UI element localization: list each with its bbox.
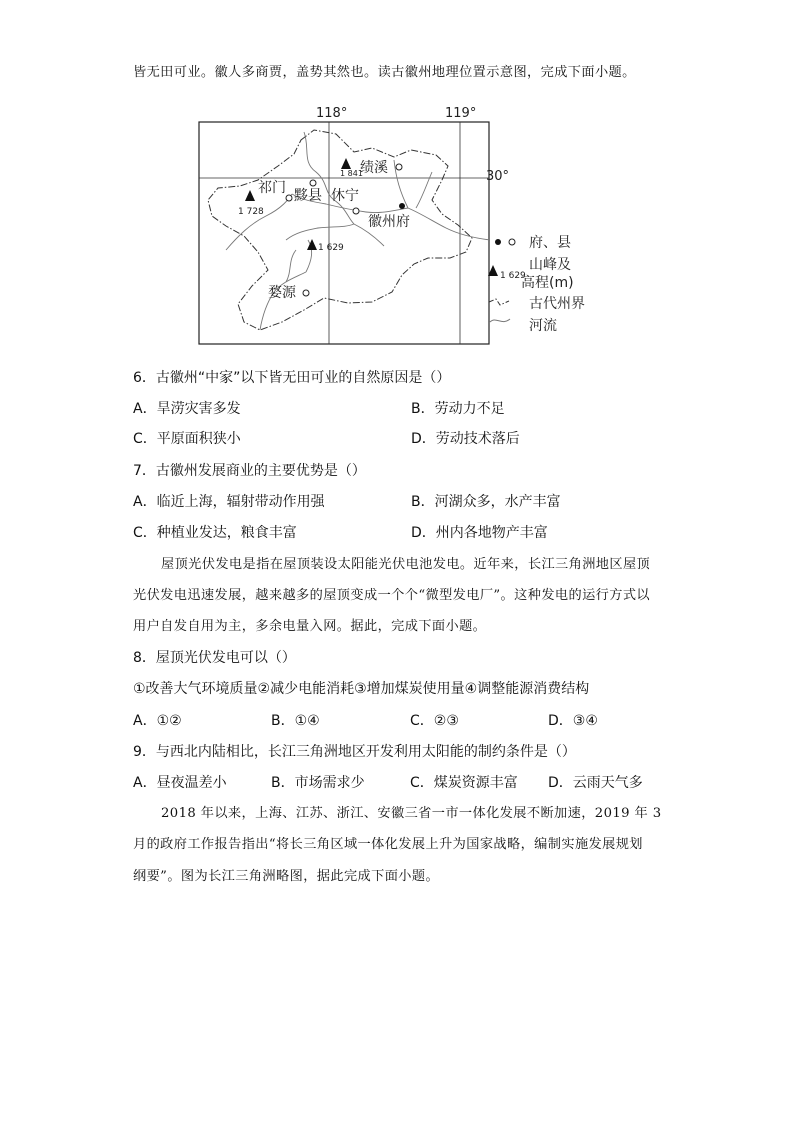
question-8-option-a[interactable]: A．①② — [133, 713, 182, 729]
question-8-option-b[interactable]: B．①④ — [271, 713, 320, 729]
passage-3-line-1: 2018 年以来，上海、江苏、浙江、安徽三省一市一体化发展不断加速，2019 年 3 — [161, 806, 662, 821]
peak-2-elev: 1 728 — [238, 207, 264, 217]
question-7-option-b[interactable]: B．河湖众多，水产丰富 — [411, 494, 561, 510]
peak-1-elev: 1 841 — [340, 169, 363, 178]
legend-river: 河流 — [529, 318, 557, 334]
yixian-label: 黟县 — [294, 188, 322, 204]
passage-1-tail: 皆无田可业。徽人多商贾，盖势其然也。读古徽州地理位置示意图，完成下面小题。 — [133, 65, 636, 80]
question-9-option-b[interactable]: B．市场需求少 — [271, 775, 365, 791]
legend-peak-label-2: 高程(m) — [521, 275, 574, 291]
peak-1-icon — [341, 158, 351, 169]
question-9-option-d[interactable]: D．云雨天气多 — [548, 775, 643, 791]
qimen-label: 祁门 — [258, 180, 286, 196]
question-9-stem: 9．与西北内陆相比，长江三角洲地区开发利用太阳能的制约条件是（） — [133, 744, 576, 760]
wuyuan-label: 婺源 — [268, 285, 296, 301]
peak-3-elev: 1 629 — [318, 243, 344, 253]
question-8-stem: 8．屋顶光伏发电可以（） — [133, 650, 296, 666]
lon-118-label: 118° — [316, 106, 348, 121]
legend-boundary: 古代州界 — [529, 296, 585, 312]
huizhoufu-label: 徽州府 — [368, 214, 410, 230]
passage-3-line-2: 月的政府工作报告指出“将长三角区域一体化发展上升为国家战略，编制实施发展规划 — [133, 837, 643, 852]
huizhoufu-marker — [399, 203, 405, 209]
wuyuan-marker — [303, 290, 309, 296]
lat-30-label: 30° — [486, 169, 510, 184]
legend-fu-xian: 府、县 — [529, 235, 571, 251]
yixian-marker — [310, 180, 316, 186]
question-8-items: ①改善大气环境质量②减少电能消耗③增加煤炭使用量④调整能源消费结构 — [133, 681, 590, 697]
question-8-option-d[interactable]: D．③④ — [548, 713, 598, 729]
jixi-marker — [396, 164, 402, 170]
passage-2-line-3: 用户自发自用为主，多余电量入网。据此，完成下面小题。 — [133, 619, 487, 634]
lon-119-label: 119° — [445, 106, 477, 121]
question-7-option-a[interactable]: A．临近上海，辐射带动作用强 — [133, 494, 325, 510]
question-6-option-b[interactable]: B．劳动力不足 — [411, 401, 505, 417]
peak-2-icon — [245, 190, 255, 201]
question-6-option-a[interactable]: A．旱涝灾害多发 — [133, 401, 241, 417]
passage-2-line-1: 屋顶光伏发电是指在屋顶装设太阳能光伏电池发电。近年来，长江三角洲地区屋顶 — [161, 557, 651, 572]
question-7-option-d[interactable]: D．州内各地物产丰富 — [411, 525, 548, 541]
question-7-stem: 7．古徽州发展商业的主要优势是（） — [133, 463, 366, 479]
map-legend — [488, 235, 585, 334]
question-6-option-c[interactable]: C．平原面积狭小 — [133, 431, 241, 447]
question-6-stem: 6．古徽州“中家”以下皆无田可业的自然原因是（） — [133, 370, 451, 386]
question-6-option-d[interactable]: D．劳动技术落后 — [411, 431, 520, 447]
question-7-option-c[interactable]: C．种植业发达，粮食丰富 — [133, 525, 297, 541]
jixi-label: 绩溪 — [360, 160, 388, 176]
passage-3-line-3: 纲要”。图为长江三角洲略图，据此完成下面小题。 — [133, 869, 440, 884]
xiuning-marker — [353, 208, 359, 214]
legend-peak-elev-value: 1 629 — [500, 271, 526, 281]
ancient-boundary — [208, 130, 472, 330]
qimen-marker — [286, 195, 292, 201]
rivers — [226, 132, 490, 330]
passage-2-line-2: 光伏发电迅速发展，越来越多的屋顶变成一个个“微型发电厂”。这种发电的运行方式以 — [133, 588, 651, 603]
question-8-option-c[interactable]: C．②③ — [410, 713, 459, 729]
xiuning-label: 休宁 — [331, 188, 359, 204]
legend-peak-label-1: 山峰及 — [529, 257, 571, 273]
huizhou-location-map — [196, 100, 616, 350]
question-9-option-a[interactable]: A．昼夜温差小 — [133, 775, 227, 791]
question-9-option-c[interactable]: C．煤炭资源丰富 — [410, 775, 518, 791]
